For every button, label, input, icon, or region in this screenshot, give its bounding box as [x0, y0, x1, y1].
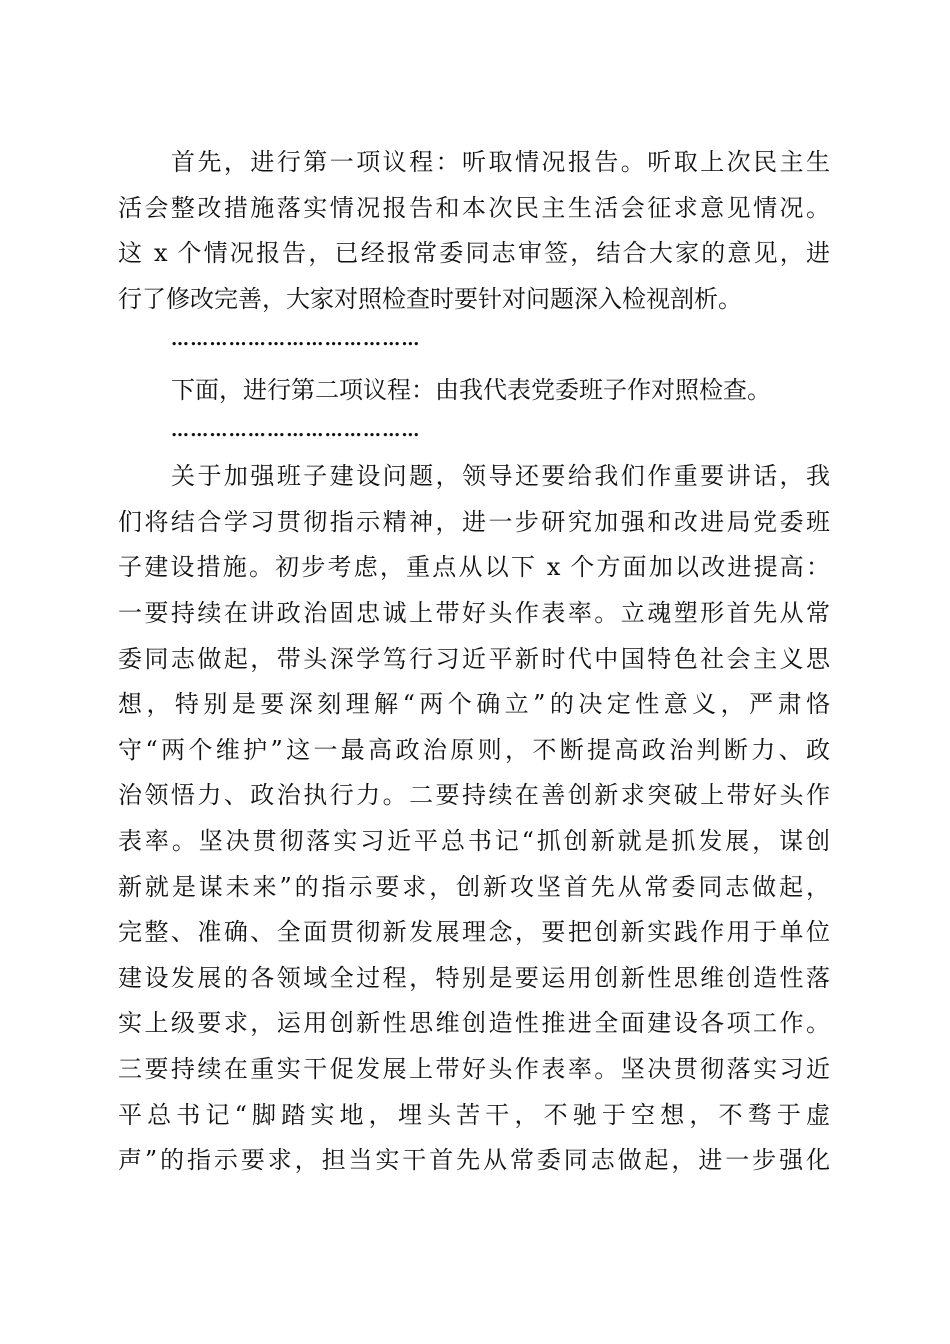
- text-line: 子建设措施。初步考虑，重点从以下 x 个方面加以改进提高：: [118, 553, 830, 581]
- ellipsis-separator: …………………………………: [171, 329, 421, 350]
- text-line: 治领悟力、政治执行力。二要持续在善创新求突破上带好头作: [118, 781, 830, 809]
- text-line: 关于加强班子建设问题，领导还要给我们作重要讲话，我: [171, 462, 830, 490]
- text-line: 平总书记“脚踏实地，埋头苦干，不驰于空想，不骛于虚: [118, 1101, 830, 1129]
- text-line: 想，特别是要深刻理解“两个确立”的决定性意义，严肃恪: [118, 690, 830, 718]
- text-line: 委同志做起，带头深学笃行习近平新时代中国特色社会主义思: [118, 645, 830, 673]
- text-line: 新就是谋未来”的指示要求，创新攻坚首先从常委同志做起，: [118, 873, 830, 901]
- text-line: 三要持续在重实干促发展上带好头作表率。坚决贯彻落实习近: [118, 1055, 830, 1083]
- text-line: 守“两个维护”这一最高政治原则，不断提高政治判断力、政: [118, 736, 830, 764]
- text-line: 们将结合学习贯彻指示精神，进一步研究加强和改进局党委班: [118, 508, 830, 536]
- text-line: 建设发展的各领域全过程，特别是要运用创新性思维创造性落: [118, 964, 830, 992]
- text-line: 表率。坚决贯彻落实习近平总书记“抓创新就是抓发展，谋创: [118, 827, 830, 855]
- text-line: 首先，进行第一项议程：听取情况报告。听取上次民主生: [171, 148, 830, 176]
- text-line: 完整、准确、全面贯彻新发展理念，要把创新实践作用于单位: [118, 918, 830, 946]
- text-line: 声”的指示要求，担当实干首先从常委同志做起，进一步强化: [118, 1146, 830, 1174]
- text-line: 行了修改完善，大家对照检查时要针对问题深入检视剖析。: [118, 285, 742, 313]
- text-line: 活会整改措施落实情况报告和本次民主生活会征求意见情况。: [118, 194, 830, 222]
- text-line: 这 x 个情况报告，已经报常委同志审签，结合大家的意见，进: [118, 239, 830, 267]
- ellipsis-separator: …………………………………: [171, 420, 421, 441]
- text-line: 下面，进行第二项议程：由我代表党委班子作对照检查。: [171, 376, 771, 404]
- text-line: 一要持续在讲政治固忠诚上带好头作表率。立魂塑形首先从常: [118, 599, 830, 627]
- text-line: 实上级要求，运用创新性思维创造性推进全面建设各项工作。: [118, 1009, 830, 1037]
